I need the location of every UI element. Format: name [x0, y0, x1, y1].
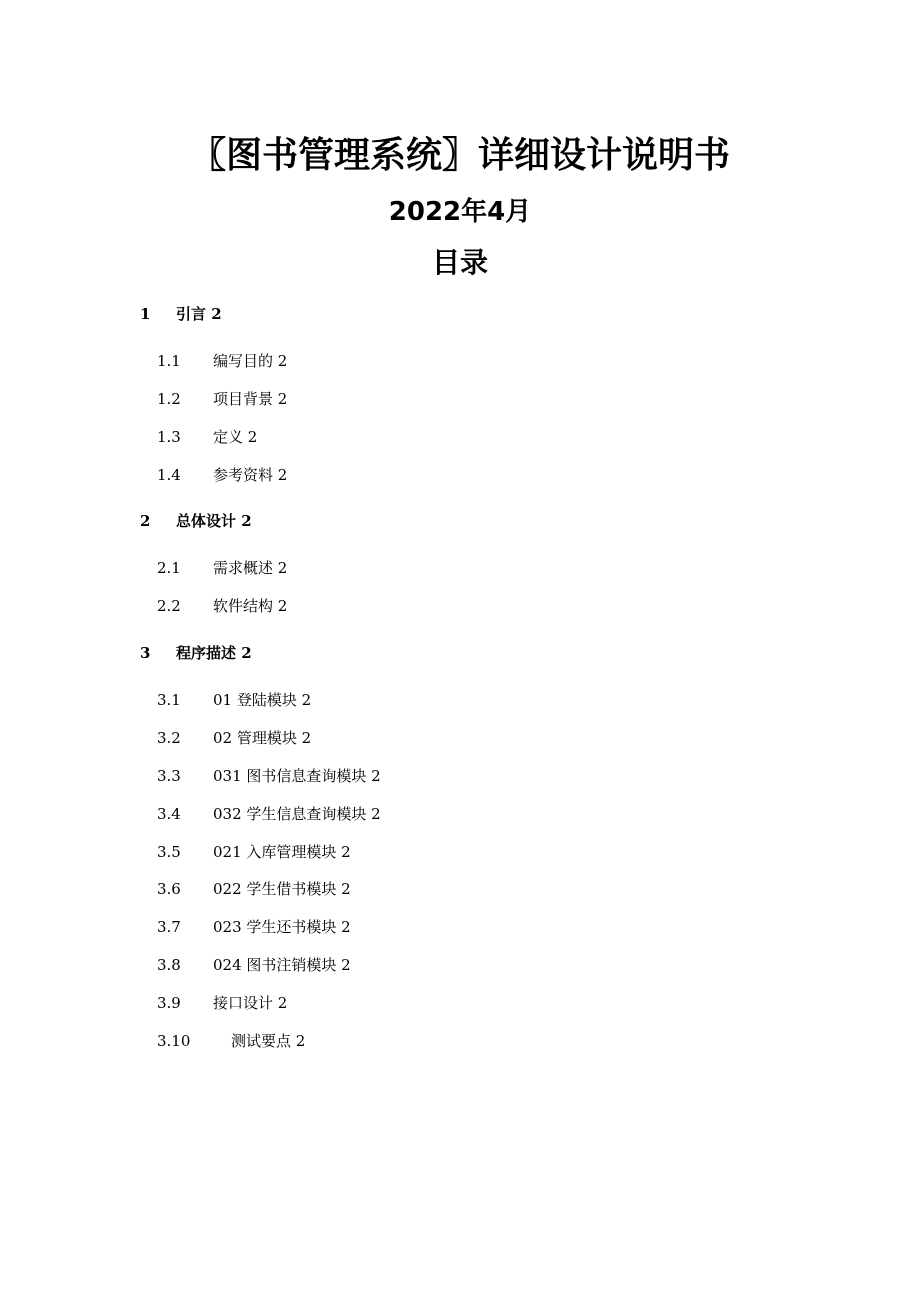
toc-entry-text: 引言 2 [176, 305, 222, 323]
document-date: 2022年4月 [388, 197, 532, 227]
toc-entry-number: 3.1 [157, 691, 181, 709]
toc-entry-number: 1.2 [157, 390, 181, 408]
toc-entry-text: 02 管理模块 2 [213, 729, 312, 747]
toc-entry-number: 3.3 [157, 767, 181, 785]
toc-entry-number: 3.10 [157, 1032, 191, 1050]
toc-entry-text: 032 学生信息查询模块 2 [213, 805, 381, 823]
toc-entry-number: 3.7 [157, 918, 181, 936]
toc-entry-text: 01 登陆模块 2 [213, 691, 312, 709]
toc-entry-text: 031 图书信息查询模块 2 [213, 767, 381, 785]
toc-entry-text: 接口设计 2 [213, 994, 288, 1012]
toc-heading: 目录 [431, 246, 488, 279]
document-title: 〖图书管理系统〗详细设计说明书 [189, 135, 730, 176]
toc-entry-text: 项目背景 2 [213, 390, 288, 408]
toc-entry-text: 编写目的 2 [213, 352, 288, 370]
toc-entry-number: 3.4 [157, 805, 181, 823]
toc-entry-number: 3.6 [157, 880, 181, 898]
toc-entry-number: 1.4 [157, 466, 181, 484]
toc-entry-number: 1 [140, 305, 151, 323]
toc-entry-text: 需求概述 2 [213, 559, 288, 577]
toc-entry-number: 3.5 [157, 843, 181, 861]
toc-entry-text: 021 入库管理模块 2 [213, 843, 351, 861]
toc-entry-number: 3.2 [157, 729, 181, 747]
toc-entry-number: 3.9 [157, 994, 181, 1012]
toc-entry-number: 2 [140, 512, 151, 530]
toc-entry-number: 3.8 [157, 956, 181, 974]
toc-entry-number: 2.2 [157, 597, 181, 615]
toc-entry-text: 023 学生还书模块 2 [213, 918, 351, 936]
toc-entry-text: 程序描述 2 [176, 644, 252, 662]
toc-entry-number: 1.3 [157, 428, 181, 446]
toc-entry-number: 1.1 [157, 352, 181, 370]
toc-entry-text: 参考资料 2 [213, 466, 288, 484]
toc-entry-text: 024 图书注销模块 2 [213, 956, 351, 974]
toc-entry-number: 2.1 [157, 559, 181, 577]
toc-entry-text: 软件结构 2 [213, 597, 288, 615]
toc-entry-text: 总体设计 2 [176, 512, 252, 530]
toc-entry-text: 022 学生借书模块 2 [213, 880, 351, 898]
toc-entry-text: 定义 2 [213, 428, 258, 446]
toc-entry-number: 3 [140, 644, 151, 662]
toc-entry-text: 测试要点 2 [231, 1032, 306, 1050]
